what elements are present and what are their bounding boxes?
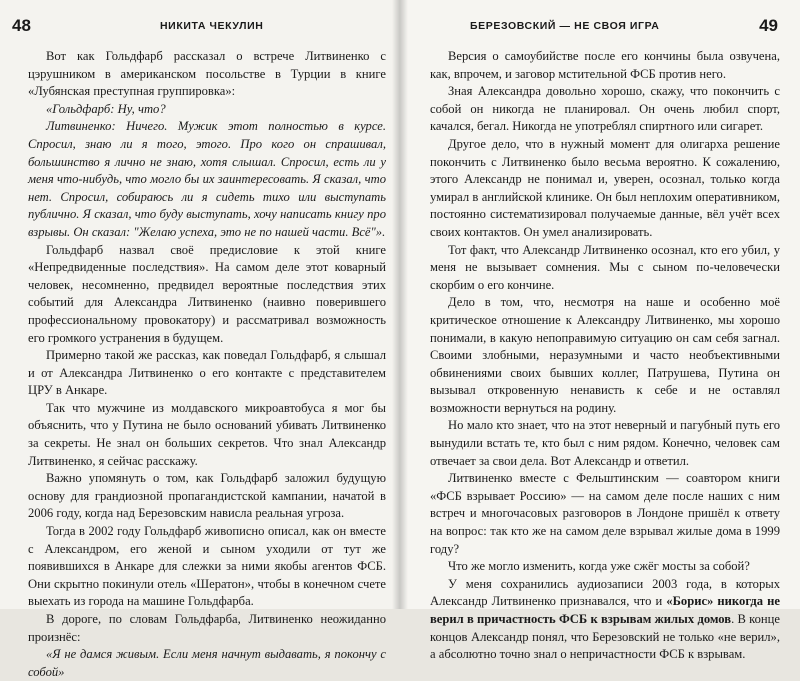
right-page-header <box>400 16 800 36</box>
paragraph: Литвиненко вместе с Фельштинским — соавтором книги «ФСБ взрывает Россию» — на самом деле после наших с ним встреч и многочасовых разговоров в Лондоне пришёл к ответу на вопрос: так кто же на самом деле взрывал жилые дома в 1999 году? <box>430 471 780 556</box>
paragraph: Дело в том, что, несмотря на наше и особенно моё критическое отношение к Александру Литвиненко, мы хорошо понимали, в какую непоправимую ситуацию он сам себя загнал. Своими злобными, неразумными и часто необъективными обвинениями своих бывших коллег, Патрушева, Путина он вызывал откровенную ненависть к себе и не оставлял возможности вернуться на родину. <box>430 295 780 415</box>
paragraph: Так что мужчине из молдавского микроавтобуса я мог бы объяснить, что у Путина не было оснований убивать Литвиненко за секреты. Не знал он больших секретов. Что знал Александр Литвиненко, я сейчас расскажу. <box>28 400 386 468</box>
paragraph: Гольдфарб назвал своё предисловие к этой книге «Непредвиденные последствия». На самом деле этот коварный человек, несомненно, предвидел вероятные последствия этих событий для Александра Литвиненко (наивно поверившего профессиональному провокатору) и рассматривал возможность его громкого устранения в будущем. <box>28 242 386 345</box>
quote-paragraph: «Я не дамся живым. Если меня начнут выдавать, я покончу с собой» <box>28 647 386 679</box>
left-page-text <box>28 48 386 681</box>
paragraph: Зная Александра довольно хорошо, скажу, что покончить с собой он никогда не планировал. Он очень любил спорт, качался, бегал. Никогда не употреблял спиртного или сигарет. <box>430 84 780 134</box>
page-number: 49 <box>759 16 778 35</box>
running-head: НИКИТА ЧЕКУЛИН <box>160 20 264 32</box>
paragraph: Тогда в 2002 году Гольдфарб живописно описал, как он вместе с Александром, его женой и сыном уходили от тут же появившихся в Анкаре для слежки за ними якобы агентов ФСБ. Они скрытно покинули отель «Шератон», чтобы в конечном счете выехать из города на машине Гольдфарба. <box>28 524 386 609</box>
paragraph: В дороге, по словам Гольдфарба, Литвиненко неожиданно произнёс: <box>28 612 386 644</box>
paragraph-text: . В конце концов Александр понял, что Березовский не только «не верил», а абсолютно точно знал о непричастности ФСБ к взрывам. <box>430 612 780 662</box>
quote-paragraph: «Гольдфарб: Ну, что? <box>46 101 166 116</box>
paragraph <box>430 576 780 664</box>
right-page-text <box>430 48 780 664</box>
paragraph: Другое дело, что в нужный момент для олигарха решение покончить с Литвиненко было весьма вероятно. К сожалению, этого Александр не понимал и, уверен, осознал, только когда умирал в английской клинике. Он был неплохим оперативником, постоянно систематизировал получаемые данные, вёл учёт всех своих контактов. Он умел анализировать. <box>430 136 780 239</box>
paragraph: Что же могло изменить, когда уже сжёг мосты за собой? <box>448 559 750 574</box>
right-page <box>400 0 800 662</box>
bold-emphasis: «Борис» никогда не верил в причастность ФСБ к взрывам жилых домов <box>430 594 780 626</box>
paragraph: Версия о самоубийстве после его кончины была озвучена, как, впрочем, и заговор мстительной ФСБ против него. <box>430 49 780 81</box>
quote-paragraph: Литвиненко: Ничего. Мужик этот полностью в курсе. Спросил, знаю ли я того, этого. Про кого он спрашивал, большинство я лично не знаю, хотя слышал. Спросил, есть ли у меня что-нибудь, что могло бы их заинтересовать. Я сказал, что нет. Спросил, собираюсь ли я сидеть тихо или выступать публично. Я сказал, что буду выступать, хочу написать книгу про взрывы. Он сказал: "Желаю успеха, это не по нашей части. Всё"». <box>28 119 386 239</box>
paragraph: Примерно такой же рассказ, как поведал Гольдфарб, я слышал и от Александра Литвиненко о его контакте с представителем ЦРУ в Анкаре. <box>28 348 386 398</box>
running-head: БЕРЕЗОВСКИЙ — НЕ СВОЯ ИГРА <box>470 20 660 32</box>
left-page <box>0 0 400 679</box>
paragraph: Но мало кто знает, что на этот неверный и пагубный путь его вынудили встать те, кто был с ним рядом. Конечно, человек сам отвечает за свои дела. Вот Александр и ответил. <box>430 418 780 468</box>
paragraph: Тот факт, что Александр Литвиненко осознал, кто его убил, у меня не вызывает сомнения. Мы с сыном по-человечески скорбим о его кончине. <box>430 242 780 292</box>
left-page-header <box>0 16 400 36</box>
paragraph-text: У меня сохранились аудиозаписи 2003 года, в которых Александр Литвиненко признавался, что и <box>430 576 780 609</box>
page-number: 48 <box>12 16 31 35</box>
paragraph: Вот как Гольдфарб рассказал о встрече Литвиненко с цэрушником в американском посольстве в Турции в книге «Лубянская преступная группировка»: <box>28 49 386 99</box>
paragraph: Важно упомянуть о том, как Гольдфарб заложил будущую основу для грандиозной пропагандистской кампании, начатой в 2006 году, когда над Березовским нависла реальная угроза. <box>28 471 386 521</box>
